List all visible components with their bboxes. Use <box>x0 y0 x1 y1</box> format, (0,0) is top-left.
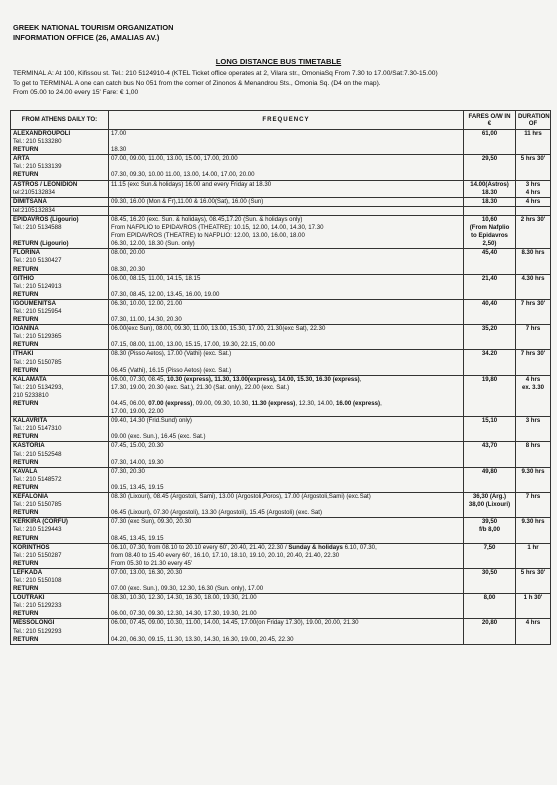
destination-cell <box>11 350 109 375</box>
duration-cell <box>516 619 551 644</box>
departure-times <box>111 526 461 534</box>
departure-times <box>111 163 461 171</box>
fare-cell <box>464 215 516 248</box>
fare-cell <box>464 274 516 299</box>
fare-cell <box>464 442 516 467</box>
destination-phone: Tel.: 210 5124913 <box>13 282 62 290</box>
duration-value: 9.30 hrs <box>521 518 545 526</box>
fare-cell <box>464 206 516 215</box>
frequency-cell <box>109 206 464 215</box>
fare-value: 43,70 <box>481 442 498 450</box>
departure-times <box>111 501 461 509</box>
departure-times <box>111 451 461 459</box>
frequency-cell <box>109 594 464 619</box>
departure-times: 08.30 (Pisso Aetos), 17.00 (Vathi) (exc. Sat.) <box>111 350 232 358</box>
destination-cell <box>11 274 109 299</box>
duration-value <box>518 207 548 215</box>
fare-value: 34.20 <box>481 350 498 358</box>
duration-value: 2 hrs 30' <box>520 215 546 223</box>
departure-times: 17.30, 19.00, 20.30 (exc. Sat.), 21.30 (Sat. only), 22.00 (exc. Sat.) <box>111 383 290 391</box>
destination-name: ARTA <box>13 155 30 163</box>
destination-cell <box>11 493 109 518</box>
departure-times: 04.45, 06.00, 07.00 (express), 09.00, 09.30, 10.30, 11.30 (express), 12.30, 14.00, 16.00 (express), <box>111 400 382 407</box>
terminal-line: From 05.00 to 24.00 every 15' Fare: € 1,00 <box>13 89 139 96</box>
return-label: RETURN <box>13 635 39 643</box>
col-header-frequency: FREQUENCY <box>109 111 464 130</box>
departure-times <box>111 602 461 610</box>
departure-times <box>111 308 461 316</box>
duration-cell <box>516 215 551 248</box>
frequency-cell <box>109 417 464 442</box>
destination-name: ALEXANDROUPOLI <box>13 130 71 137</box>
departure-times: 08.30 (Lixouri), 08.45 (Argostoli, Sami), 13.00 (Argostoli,Poros), 17.00 (Argostoli,Sami) (exc.Sat) <box>111 493 371 501</box>
frequency-cell <box>109 299 464 324</box>
return-label: RETURN <box>13 316 39 324</box>
departure-times: 11.15 (exc Sun.& holidays) 16.00 and every Friday at 18.30 <box>111 180 272 188</box>
return-label: RETURN <box>13 341 39 349</box>
duration-value: 3 hrs <box>525 180 541 188</box>
frequency-cell <box>109 325 464 350</box>
departure-times: 07.30, 11.00, 14.30, 20.30 <box>111 316 182 324</box>
destination-name: IGOUMENITSA <box>13 299 56 307</box>
departure-times: From NAFPLIO to EPIDAVROS (THEATRE): 10.15, 12.00, 14.00, 14.30, 17.30 <box>111 224 324 232</box>
timetable <box>10 110 551 645</box>
fare-value: to Epidavros <box>471 232 508 240</box>
destination-name: KALAVRITA <box>13 417 48 425</box>
destination-name: EPIDAVROS (Ligourio) <box>13 215 79 223</box>
duration-value: 5 hrs 30' <box>520 568 546 576</box>
fare-value: f/b 8,00 <box>479 526 500 534</box>
destination-phone: Tel.: 210 5150785 <box>13 501 62 509</box>
frequency-cell <box>109 215 464 248</box>
destination-cell <box>11 594 109 619</box>
destination-cell <box>11 299 109 324</box>
destination-phone <box>13 232 106 240</box>
destination-phone: Tel.: 210 5129365 <box>13 333 62 341</box>
return-label: RETURN <box>13 483 39 491</box>
departure-times: 08.45, 16.20 (exc. Sun. & holidays), 08.45,17.20 (Sun. & holidays only) <box>111 215 303 223</box>
destination-cell <box>11 543 109 568</box>
duration-cell <box>516 594 551 619</box>
fare-value: 15,10 <box>481 417 498 425</box>
frequency-cell <box>109 155 464 180</box>
fare-value: 39,50 <box>481 518 498 526</box>
destination-phone: Tel.: 210 5134588 <box>13 224 62 232</box>
departure-times: 18.30 <box>111 146 127 154</box>
duration-cell <box>516 299 551 324</box>
destination-phone: Tel.: 210 5147310 <box>13 425 62 433</box>
fare-cell <box>464 467 516 492</box>
destination-name: LEFKADA <box>13 568 43 576</box>
destination-cell <box>11 155 109 180</box>
table-row <box>11 442 551 467</box>
frequency-cell <box>109 249 464 274</box>
fare-cell <box>464 543 516 568</box>
departure-times <box>111 392 461 400</box>
destination-cell <box>11 249 109 274</box>
table-row <box>11 325 551 350</box>
duration-value: 8 hrs <box>525 442 541 450</box>
destination-name: DIMITSANA <box>13 197 47 205</box>
frequency-cell <box>109 467 464 492</box>
destination-cell <box>11 518 109 543</box>
fare-cell <box>464 249 516 274</box>
fare-value: 8,00 <box>483 594 496 602</box>
destination-phone: Tel.: 210 5129443 <box>13 526 62 534</box>
departure-times <box>111 333 461 341</box>
destination-cell <box>11 325 109 350</box>
duration-cell <box>516 249 551 274</box>
departure-times <box>111 257 461 265</box>
duration-value: 4 hrs <box>525 188 541 196</box>
destination-phone: Tel.: 210 5133139 <box>13 163 62 171</box>
departure-times <box>111 476 461 484</box>
destination-phone: Tel.: 210 5150108 <box>13 576 62 584</box>
fare-cell <box>464 130 516 155</box>
fare-value: 20,80 <box>481 619 498 627</box>
departure-times: 07.30 (exc Sun), 09.30, 20.30 <box>111 518 192 526</box>
fare-cell <box>464 350 516 375</box>
departure-times <box>111 425 461 433</box>
fare-value: 49,80 <box>481 467 498 475</box>
organization-name: GREEK NATIONAL TOURISM ORGANIZATION <box>13 23 174 32</box>
fare-value <box>466 207 513 215</box>
duration-cell <box>516 442 551 467</box>
fare-cell <box>464 155 516 180</box>
fare-cell <box>464 594 516 619</box>
office-header <box>13 23 173 43</box>
departure-times: from 08.40 to 15.40 every 60', 16.10, 17.10, 18.10, 19.10, 20.10, 20.40, 21.40, 22.30 <box>111 551 340 559</box>
duration-cell <box>516 130 551 155</box>
departure-times: 09.00 (exc. Sun.), 16.45 (exc. Sat.) <box>111 433 206 441</box>
departure-times: 06.10, 07.30, from 08.10 to 20.10 every 60', 20.40, 21.40, 22.30 / Sunday & holidays 6.10, 07.30, <box>111 543 377 551</box>
duration-cell <box>516 417 551 442</box>
destination-phone: Tel.: 210 5130427 <box>13 257 62 265</box>
departure-times: 06.30, 12.00, 18.30 (Sun. only) <box>111 240 195 248</box>
destination-cell <box>11 375 109 416</box>
duration-cell <box>516 543 551 568</box>
frequency-cell <box>109 518 464 543</box>
destination-phone: Tel.: 210 5148572 <box>13 475 62 483</box>
destination-cell <box>11 417 109 442</box>
departure-times: 06.45 (Lixouri), 07.30 (Argostoli), 13.30 (Argostoli), 15.45 (Argostoli) (exc. Sat) <box>111 509 323 517</box>
departure-times <box>111 359 461 367</box>
return-label: RETURN <box>13 400 39 407</box>
departure-times <box>111 628 461 636</box>
fare-cell <box>464 299 516 324</box>
frequency-cell <box>109 350 464 375</box>
table-row <box>11 594 551 619</box>
fare-value: 21,40 <box>481 274 498 282</box>
fare-value: 18.30 <box>481 188 498 196</box>
departure-times: 07.00, 09.00, 11.00, 13.00, 15.00, 17.00, 20.00 <box>111 155 238 163</box>
table-row <box>11 375 551 416</box>
office-address: INFORMATION OFFICE (26, AMALIAS AV.) <box>13 33 160 42</box>
departure-times: 09.30, 16.00 (Mon & Fr),11.00 & 16.00(Sat), 16.00 (Sun) <box>111 197 264 205</box>
departure-times: 07.30, 14.00, 19.30 <box>111 458 164 466</box>
return-label: RETURN <box>13 559 39 567</box>
destination-name: KEFALONIA <box>13 493 49 501</box>
table-row <box>11 155 551 180</box>
destination-cell <box>11 130 109 155</box>
table-row <box>11 249 551 274</box>
duration-cell <box>516 274 551 299</box>
duration-value: 4.30 hrs <box>521 274 545 282</box>
destination-cell <box>11 206 109 215</box>
return-label: RETURN <box>13 146 39 154</box>
departure-times: 08.45, 13.45, 19.15 <box>111 534 164 542</box>
fare-value: (From Nafplio <box>469 224 510 232</box>
departure-times <box>111 138 461 146</box>
table-row <box>11 130 551 155</box>
destination-cell <box>11 467 109 492</box>
frequency-cell <box>109 568 464 593</box>
fare-value: 38,00 (Lixouri) <box>468 501 511 509</box>
departure-times: 07.45, 15.00, 20.30 <box>111 442 164 450</box>
col-header-duration: DURATION OF <box>516 111 551 130</box>
table-row <box>11 493 551 518</box>
frequency-cell <box>109 180 464 197</box>
departure-times: 09.15, 13.45, 19.15 <box>111 483 164 491</box>
departure-times: 09.40, 14.30 (Frid.Sund) only) <box>111 417 192 425</box>
fare-cell <box>464 619 516 644</box>
destination-name: FLORINA <box>13 249 41 257</box>
departure-times: 07.30, 08.45, 12.00, 13.45, 16.00, 19.00 <box>111 290 220 298</box>
departure-times: 07.30, 09.30, 10.00 11.00, 13.00, 14.00, 17.00, 20.00 <box>111 171 255 179</box>
fare-cell <box>464 493 516 518</box>
table-header-row <box>11 111 551 130</box>
fare-value: 14.00(Astros) <box>470 180 509 188</box>
departure-times: 06.00, 07.45, 09.00, 10.30, 11.00, 14.00, 14.45, 17.00(on Friday 17.30), 19.00, 20.00, 21.30 <box>111 619 359 627</box>
departure-times: 08.30, 10.30, 12.30, 14.30, 16.30, 18.00, 19.30, 21.00 <box>111 594 257 602</box>
duration-cell <box>516 155 551 180</box>
duration-value: 11 hrs <box>524 130 542 137</box>
departure-times: 04.20, 06.30, 09.15, 11.30, 13.30, 14.30, 16.30, 19.00, 20.45, 22.30 <box>111 635 294 643</box>
frequency-cell <box>109 197 464 206</box>
destination-name: GITHIO <box>13 274 34 282</box>
fare-value: 36,30 (Arg.) <box>472 493 507 501</box>
departure-times <box>111 577 461 585</box>
table-row <box>11 467 551 492</box>
frequency-cell <box>109 375 464 416</box>
frequency-cell <box>109 130 464 155</box>
departure-times: 08.00, 20.00 <box>111 249 145 257</box>
duration-cell <box>516 206 551 215</box>
departure-times: 06.00, 07.30, 08.45, 10.30 (express), 11.30, 13.00(express), 14.00, 15.30, 16.30 (express), <box>111 375 362 383</box>
duration-cell <box>516 467 551 492</box>
col-header-destination: FROM ATHENS DAILY TO: <box>11 111 109 130</box>
destination-cell <box>11 215 109 248</box>
destination-cell <box>11 180 109 197</box>
destination-phone: Tel.: 210 5125954 <box>13 307 62 315</box>
destination-phone: 210 5233810 <box>13 391 49 399</box>
frequency-cell <box>109 543 464 568</box>
fare-value: 61,00 <box>481 130 498 137</box>
return-label: RETURN <box>13 458 39 466</box>
destination-name: KORINTHOS <box>13 543 50 551</box>
terminal-line: TERMINAL A: At 100, Kifissou st. Tel.: 210 5124910-4 (KTEL Ticket office operates at 2, Vilara str., OmoniaSq From 7.30 to 17.00/Sat:7.30-15.00) <box>13 70 438 77</box>
duration-value: 8.30 hrs <box>521 249 545 257</box>
duration-cell <box>516 568 551 593</box>
terminal-line: To get to TERMINAL A one can catch bus No 051 from the corner of Zinonos & Menandrou Sts., Omonia Sq. (D4 on the map). <box>13 79 381 87</box>
destination-name: KALAMATA <box>13 375 47 383</box>
duration-value: 1 h 30' <box>523 594 543 602</box>
duration-value: 9.30 hrs <box>521 467 545 475</box>
departure-times: 17.00 <box>111 130 127 137</box>
return-label: RETURN <box>13 265 39 273</box>
destination-cell <box>11 442 109 467</box>
fare-value: 2,50) <box>482 240 497 248</box>
departure-times: From EPIDAVROS (THEATRE) to NAFPLIO: 12.00, 13.00, 16.00, 18.00 <box>111 232 305 240</box>
destination-cell <box>11 568 109 593</box>
duration-cell <box>516 325 551 350</box>
duration-cell <box>516 350 551 375</box>
destination-phone: tel:2105132834 <box>13 206 56 214</box>
return-label: RETURN <box>13 290 39 298</box>
destination-cell <box>11 197 109 206</box>
destination-phone: Tel.: 210 5134293, <box>13 383 64 391</box>
return-label: RETURN <box>13 171 39 179</box>
duration-value: ex. 3.30 <box>521 383 545 391</box>
duration-value: 4 hrs <box>525 375 541 383</box>
fare-value: 35,20 <box>481 325 498 333</box>
duration-value: 3 hrs <box>525 417 541 425</box>
departure-times: 17.00, 19.00, 22.00 <box>111 408 164 416</box>
frequency-cell <box>109 442 464 467</box>
fare-cell <box>464 375 516 416</box>
fare-value: 18.30 <box>481 197 498 205</box>
destination-name: KERKIRA (CORFU) <box>13 518 68 526</box>
return-label: RETURN <box>13 534 39 542</box>
duration-value: 7 hrs <box>525 493 541 501</box>
duration-cell <box>516 518 551 543</box>
return-label: RETURN <box>13 610 39 618</box>
departure-times: 06.30, 10.00, 12.00, 21.00 <box>111 299 183 307</box>
frequency-cell <box>109 619 464 644</box>
destination-phone: Tel.: 210 5152548 <box>13 450 62 458</box>
fare-value: 40,40 <box>481 299 498 307</box>
duration-cell <box>516 493 551 518</box>
return-label: RETURN <box>13 509 39 517</box>
destination-name: KAVALA <box>13 467 38 475</box>
destination-phone <box>13 408 106 416</box>
departure-times: 07.15, 08.00, 11.00, 13.00, 15.15, 17.00, 19.30, 22.15, 00.00 <box>111 341 275 349</box>
destination-phone: Tel.: 210 5150287 <box>13 551 62 559</box>
fare-value: 19,80 <box>481 375 498 383</box>
duration-value: 7 hrs <box>525 325 541 333</box>
fare-value: 30,50 <box>481 568 498 576</box>
departure-times: 08.30, 20.30 <box>111 265 145 273</box>
frequency-cell <box>109 274 464 299</box>
destination-phone: Tel.: 210 5129233 <box>13 602 62 610</box>
departure-times <box>111 283 461 291</box>
fare-cell <box>464 197 516 206</box>
duration-cell <box>516 180 551 197</box>
departure-times: 06.45 (Vathi), 16.15 (Pisso Aetos) (exc. Sat.) <box>111 366 232 374</box>
table-row <box>11 206 551 215</box>
departure-times: 06.00, 08.15, 11.00, 14.15, 18.15 <box>111 274 201 282</box>
destination-name: LOUTRAKI <box>13 594 45 602</box>
duration-value: 4 hrs <box>525 619 541 627</box>
fare-value: 45,40 <box>481 249 498 257</box>
table-row <box>11 619 551 644</box>
departure-times: 07.30, 20.30 <box>111 467 145 475</box>
destination-name: ASTROS / LEONIDION <box>13 180 78 188</box>
fare-cell <box>464 417 516 442</box>
departure-times: 06.00, 07.30, 09.30, 12.30, 14.30, 17.30, 19.30, 21.00 <box>111 610 257 618</box>
table-row <box>11 215 551 248</box>
destination-phone: tel:2105132834 <box>13 188 56 196</box>
destination-phone: Tel.: 210 5133280 <box>13 138 62 146</box>
destination-phone: Tel.: 210 5150785 <box>13 358 62 366</box>
departure-times: 07.00 (exc. Sun.), 09.30, 12.30, 16.30 (Sun. only), 17.00 <box>111 585 264 593</box>
destination-name: IOANINA <box>13 325 39 333</box>
fare-cell <box>464 180 516 197</box>
destination-name: MESSOLONGI <box>13 619 55 627</box>
duration-value: 4 hrs <box>525 197 541 205</box>
destination-name: ITHAKI <box>13 350 34 358</box>
duration-value: 7 hrs 30' <box>520 299 546 307</box>
return-label: RETURN <box>13 433 39 441</box>
duration-value: 7 hrs 30' <box>520 350 546 358</box>
table-row <box>11 518 551 543</box>
page-title: LONG DISTANCE BUS TIMETABLE <box>215 57 342 66</box>
duration-cell <box>516 375 551 416</box>
frequency-cell <box>109 493 464 518</box>
table-row <box>11 350 551 375</box>
departure-times: 06.00(exc Sun), 08.00, 09.30, 11.00, 13.00, 15.30, 17.00, 21.30(exc Sat), 22.30 <box>111 325 326 333</box>
destination-name: KASTORIA <box>13 442 45 450</box>
return-label: RETURN (Ligourio) <box>13 240 69 248</box>
departure-times: 07.00, 13.00, 16.30, 20.30 <box>111 568 183 576</box>
duration-value: 1 hr <box>527 543 539 551</box>
table-row <box>11 197 551 206</box>
table-row <box>11 417 551 442</box>
fare-cell <box>464 518 516 543</box>
return-label: RETURN <box>13 366 39 374</box>
terminal-info <box>13 69 438 98</box>
table-row <box>11 568 551 593</box>
table-row <box>11 274 551 299</box>
fare-value: 29,50 <box>481 155 498 163</box>
departure-times <box>111 207 461 215</box>
destination-phone: Tel.: 210 5129293 <box>13 627 62 635</box>
duration-cell <box>516 197 551 206</box>
duration-value: 5 hrs 30' <box>520 155 546 163</box>
col-header-fares: FARES O/W IN € <box>464 111 516 130</box>
table-row <box>11 543 551 568</box>
return-label: RETURN <box>13 585 39 593</box>
departure-times: From 05.30 to 21.30 every 45' <box>111 559 193 567</box>
fare-value: 10,60 <box>481 215 498 223</box>
fare-cell <box>464 325 516 350</box>
table-row <box>11 299 551 324</box>
table-row <box>11 180 551 197</box>
fare-value: 7,50 <box>483 543 496 551</box>
destination-cell <box>11 619 109 644</box>
fare-cell <box>464 568 516 593</box>
